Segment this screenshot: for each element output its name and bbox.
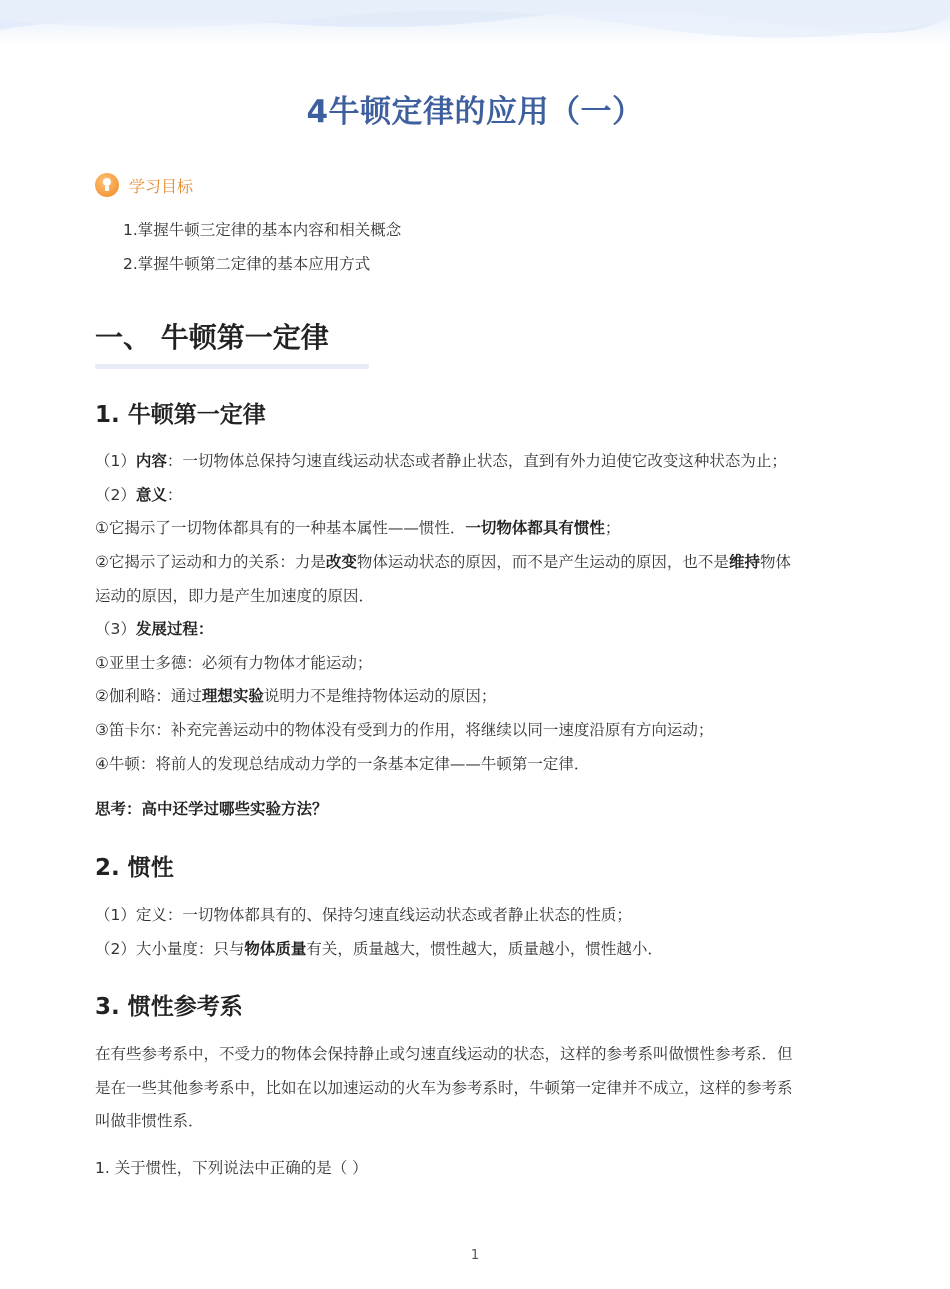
meaning-line: （2）意义：	[95, 486, 183, 504]
development-point: ①亚里士多德：必须有力物体才能运动；	[95, 654, 373, 672]
page-number: 1	[470, 1248, 480, 1263]
development-point: ③笛卡尔：补充完善运动中的物体没有受到力的作用，将继续以同一速度沿原有方向运动；	[95, 721, 714, 739]
header-decoration	[0, 0, 950, 46]
page-title: 4牛顿定律的应用（一）	[306, 94, 644, 130]
lightbulb-icon	[95, 173, 119, 197]
goal-item: 1.掌握牛顿三定律的基本内容和相关概念	[123, 221, 402, 239]
subsection-heading: 1. 牛顿第一定律	[95, 402, 266, 428]
subsection-heading: 3. 惯性参考系	[95, 994, 243, 1020]
paragraph-line: 叫做非惯性系．	[95, 1112, 204, 1130]
meaning-point-1: ①它揭示了一切物体都具有的一种基本属性——惯性．一切物体都具有惯性；	[95, 519, 621, 537]
section-heading: 一、 牛顿第一定律	[95, 321, 329, 354]
development-point: ④牛顿：将前人的发现总结成动力学的一条基本定律——牛顿第一定律．	[95, 755, 590, 773]
learning-goals-label: 学习目标	[129, 176, 194, 196]
wave-decoration	[0, 0, 950, 46]
meaning-point-2: ②它揭示了运动和力的关系：力是改变物体运动状态的原因，而不是产生运动的原因，也不是维持物体	[95, 553, 791, 571]
learning-goals-header	[95, 172, 193, 198]
inertia-definition: （1）定义：一切物体都具有的、保持匀速直线运动状态或者静止状态的性质；	[95, 906, 632, 924]
paragraph-line: 在有些参考系中，不受力的物体会保持静止或匀速直线运动的状态，这样的参考系叫做惯性参考系．但	[95, 1045, 793, 1063]
subsection-heading: 2. 惯性	[95, 855, 174, 881]
meaning-point-2-cont: 运动的原因，即力是产生加速度的原因．	[95, 587, 375, 605]
paragraph-line: 是在一些其他参考系中，比如在以加速运动的火车为参考系时，牛顿第一定律并不成立，这样的参考系	[95, 1079, 793, 1097]
goal-item: 2.掌握牛顿第二定律的基本应用方式	[123, 255, 371, 273]
development-line: （3）发展过程：	[95, 620, 214, 638]
think-prompt: 思考：高中还学过哪些实验方法？	[95, 800, 328, 818]
question-stem: 1. 关于惯性，下列说法中正确的是（ ）	[95, 1159, 368, 1177]
inertia-measure: （2）大小量度：只与物体质量有关，质量越大，惯性越大，质量越小，惯性越小．	[95, 940, 663, 958]
development-point: ②伽利略：通过理想实验说明力不是维持物体运动的原因；	[95, 687, 497, 705]
section-heading-underline	[95, 364, 369, 369]
content-line: （1）内容：一切物体总保持匀速直线运动状态或者静止状态，直到有外力迫使它改变这种状态为止；	[95, 452, 787, 470]
